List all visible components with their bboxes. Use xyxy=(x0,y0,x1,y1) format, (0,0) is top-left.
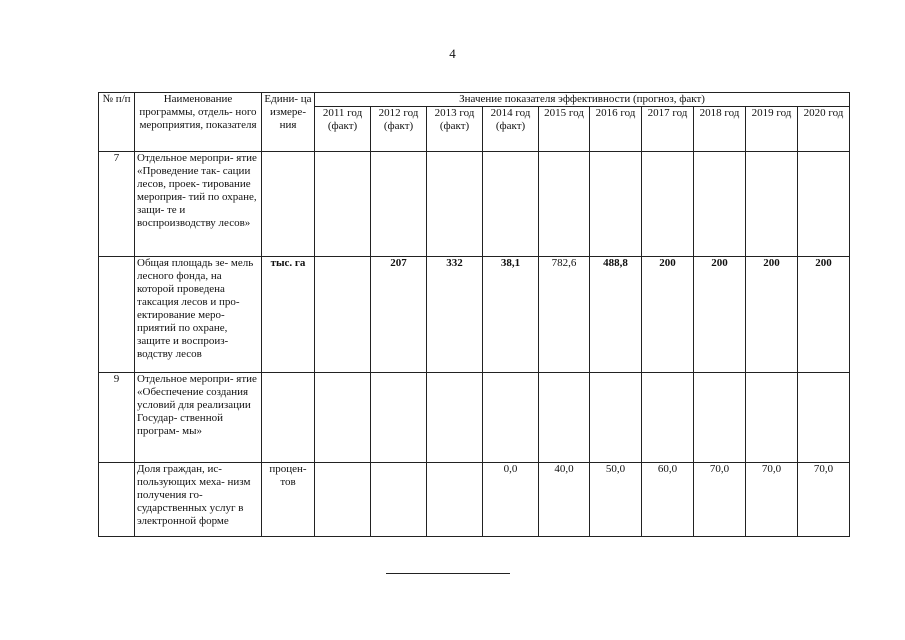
row-num: 7 xyxy=(99,152,135,257)
value-cell xyxy=(427,373,483,463)
value-cell xyxy=(371,152,427,257)
value-cell xyxy=(539,152,590,257)
value-cell: 207 xyxy=(371,257,427,373)
value-cell xyxy=(483,373,539,463)
value-cell: 70,0 xyxy=(746,463,798,537)
row-num: 9 xyxy=(99,373,135,463)
value-cell: 332 xyxy=(427,257,483,373)
footer-separator-line xyxy=(386,573,510,574)
value-cell xyxy=(642,152,694,257)
value-cell: 488,8 xyxy=(590,257,642,373)
value-cell: 38,1 xyxy=(483,257,539,373)
row-unit: тыс. га xyxy=(262,257,315,373)
header-year: 2020 год xyxy=(798,107,850,152)
header-year: 2014 год (факт) xyxy=(483,107,539,152)
value-cell xyxy=(694,373,746,463)
header-year: 2017 год xyxy=(642,107,694,152)
value-cell: 70,0 xyxy=(694,463,746,537)
row-unit xyxy=(262,373,315,463)
header-year: 2011 год (факт) xyxy=(315,107,371,152)
value-cell xyxy=(590,373,642,463)
row-unit xyxy=(262,152,315,257)
value-cell xyxy=(315,152,371,257)
header-name: Наименование программы, отдель- ного мероприятия, показателя xyxy=(135,93,262,152)
row-name: Отдельное меропри- ятие «Обеспечение создания условий для реализации Государ- ственной програм- мы» xyxy=(135,373,262,463)
value-cell: 60,0 xyxy=(642,463,694,537)
value-cell xyxy=(590,152,642,257)
row-name: Общая площадь зе- мель лесного фонда, на которой проведена таксация лесов и про- ектирование меро- приятий по охране, защите и воспроиз- водству лесов xyxy=(135,257,262,373)
value-cell: 50,0 xyxy=(590,463,642,537)
value-cell xyxy=(371,373,427,463)
value-cell: 200 xyxy=(694,257,746,373)
header-year: 2015 год xyxy=(539,107,590,152)
row-name: Доля граждан, ис- пользующих меха- низм получения го- сударственных услуг в электронной форме xyxy=(135,463,262,537)
page-number: 4 xyxy=(449,46,456,61)
table-row xyxy=(99,257,850,373)
row-name: Отдельное меропри- ятие «Проведение так- сации лесов, проек- тирование мероприя- тий по охране, защи- те и воспроизводству лесов» xyxy=(135,152,262,257)
value-cell: 200 xyxy=(642,257,694,373)
value-cell: 70,0 xyxy=(798,463,850,537)
value-cell: 782,6 xyxy=(539,257,590,373)
header-year: 2012 год (факт) xyxy=(371,107,427,152)
value-cell xyxy=(798,373,850,463)
row-num xyxy=(99,463,135,537)
value-cell xyxy=(642,373,694,463)
value-cell: 200 xyxy=(798,257,850,373)
table-row xyxy=(99,463,850,537)
efficiency-indicators-table xyxy=(98,92,850,537)
row-unit: процен- тов xyxy=(262,463,315,537)
value-cell xyxy=(746,373,798,463)
table-row xyxy=(99,152,850,257)
value-cell xyxy=(315,373,371,463)
value-cell xyxy=(798,152,850,257)
value-cell xyxy=(746,152,798,257)
value-cell: 200 xyxy=(746,257,798,373)
header-year: 2013 год (факт) xyxy=(427,107,483,152)
value-cell xyxy=(315,257,371,373)
row-num xyxy=(99,257,135,373)
value-cell xyxy=(694,152,746,257)
header-indicator-group: Значение показателя эффективности (прогноз, факт) xyxy=(315,93,850,107)
header-unit: Едини- ца измере- ния xyxy=(262,93,315,152)
value-cell xyxy=(427,152,483,257)
value-cell xyxy=(427,463,483,537)
value-cell xyxy=(539,373,590,463)
value-cell xyxy=(483,152,539,257)
header-year: 2019 год xyxy=(746,107,798,152)
value-cell: 40,0 xyxy=(539,463,590,537)
header-year: 2018 год xyxy=(694,107,746,152)
value-cell xyxy=(315,463,371,537)
header-num: № п/п xyxy=(99,93,135,152)
value-cell xyxy=(371,463,427,537)
table-row xyxy=(99,373,850,463)
value-cell: 0,0 xyxy=(483,463,539,537)
header-year: 2016 год xyxy=(590,107,642,152)
